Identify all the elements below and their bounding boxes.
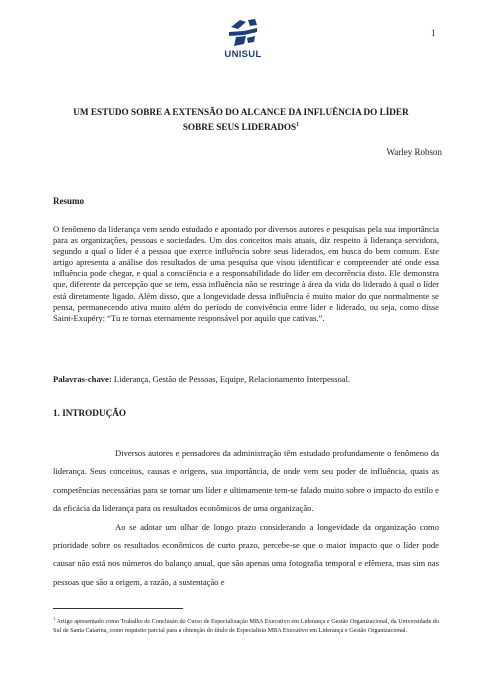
- footnote-mark: 1: [53, 616, 56, 621]
- title-line-2: SOBRE SEUS LIDERADOS$^1$: [182, 121, 300, 132]
- footnote-divider: [53, 608, 183, 609]
- keywords: [53, 374, 439, 385]
- keywords-text: Liderança, Gestão de Pessoas, Equipe, Relacionamento Interpessoal.: [113, 374, 351, 384]
- footnote-text: Artigo apresentado como Trabalho de Conclusão do Curso de Especialização MBA Executivo em Liderança e Gestão Organizacional, da Universidade do Sul de Santa Catarina, como requisito parcial para a obtenção do título de Especialista MBA Executivo em Liderança e Gestão Organizacional.: [53, 618, 439, 634]
- section-heading-introduction: 1. INTRODUÇÃO: [53, 408, 126, 418]
- unisul-emblem-icon: [214, 16, 272, 50]
- footnote: [53, 615, 439, 635]
- title-line-1: UM ESTUDO SOBRE A EXTENSÃO DO ALCANCE DA INFLUÊNCIA DO LÍDER: [73, 107, 409, 117]
- author-name: Warley Robson: [386, 147, 442, 157]
- paragraph: Diversos autores e pensadores da administração têm estudado profundamente o fenômeno da liderança. Seus conceitos, causas e origens, sua importância, de onde vem seu poder de influência, quais as competências necessárias para se tornar um líder e ultimamente tem-se falado muito sobre o impacto do estilo e da eficácia da liderança para os resultados econômicos de uma organização.: [53, 448, 439, 514]
- keywords-label: Palavras-chave:: [53, 374, 112, 384]
- abstract-text: O fenômeno da liderança vem sendo estudado e apontado por diversos autores e pesquisas pela sua importância para as organizações, pessoas e sociedades. Um dos conceitos mais atuais, diz respeito à liderança servidora, segundo a qual o líder é a pessoa que exerce influência sobre seus liderados, em busca do bem comum. Este artigo apresenta a análise dos resultados de uma pesquisa que visou identificar e compreender até onde essa influência pode chegar, e qual a consciência e a responsabilidade do líder em decorrência disto. Ele demonstra que, diferente da percepção que se tem, essa influência não se restringe à área da vida do liderado à qual o líder está diretamente ligado. Além disso, que a longevidade dessa influência é muito maior do que normalmente se pensa, permanecendo ativa muito além do período de convivência entre líder e liderado, ou seja, como disse Saint-Exupéry: “Tu te tornas eternamente responsável por aquilo que cativas.”.: [53, 224, 439, 323]
- paper-title: [60, 106, 422, 133]
- logo-wordmark: UNISUL: [224, 49, 262, 60]
- unisul-logo: [214, 16, 272, 62]
- page-number: 1: [431, 28, 436, 38]
- abstract-heading: Resumo: [53, 196, 84, 206]
- paragraph: Ao se adotar um olhar de longo prazo considerando a longevidade da organização como prioridade sobre os resultados econômicos de curto prazo, percebe-se que o maior impacto que o líder pode causar não está nos números do balanço anual, que são apenas uma fotografia temporal e efêmera, mas sim nas pessoas que são a origem, a razão, a sustentação e: [53, 521, 439, 587]
- title-footnote-mark: 1: [296, 121, 300, 128]
- introduction-body: [53, 444, 439, 591]
